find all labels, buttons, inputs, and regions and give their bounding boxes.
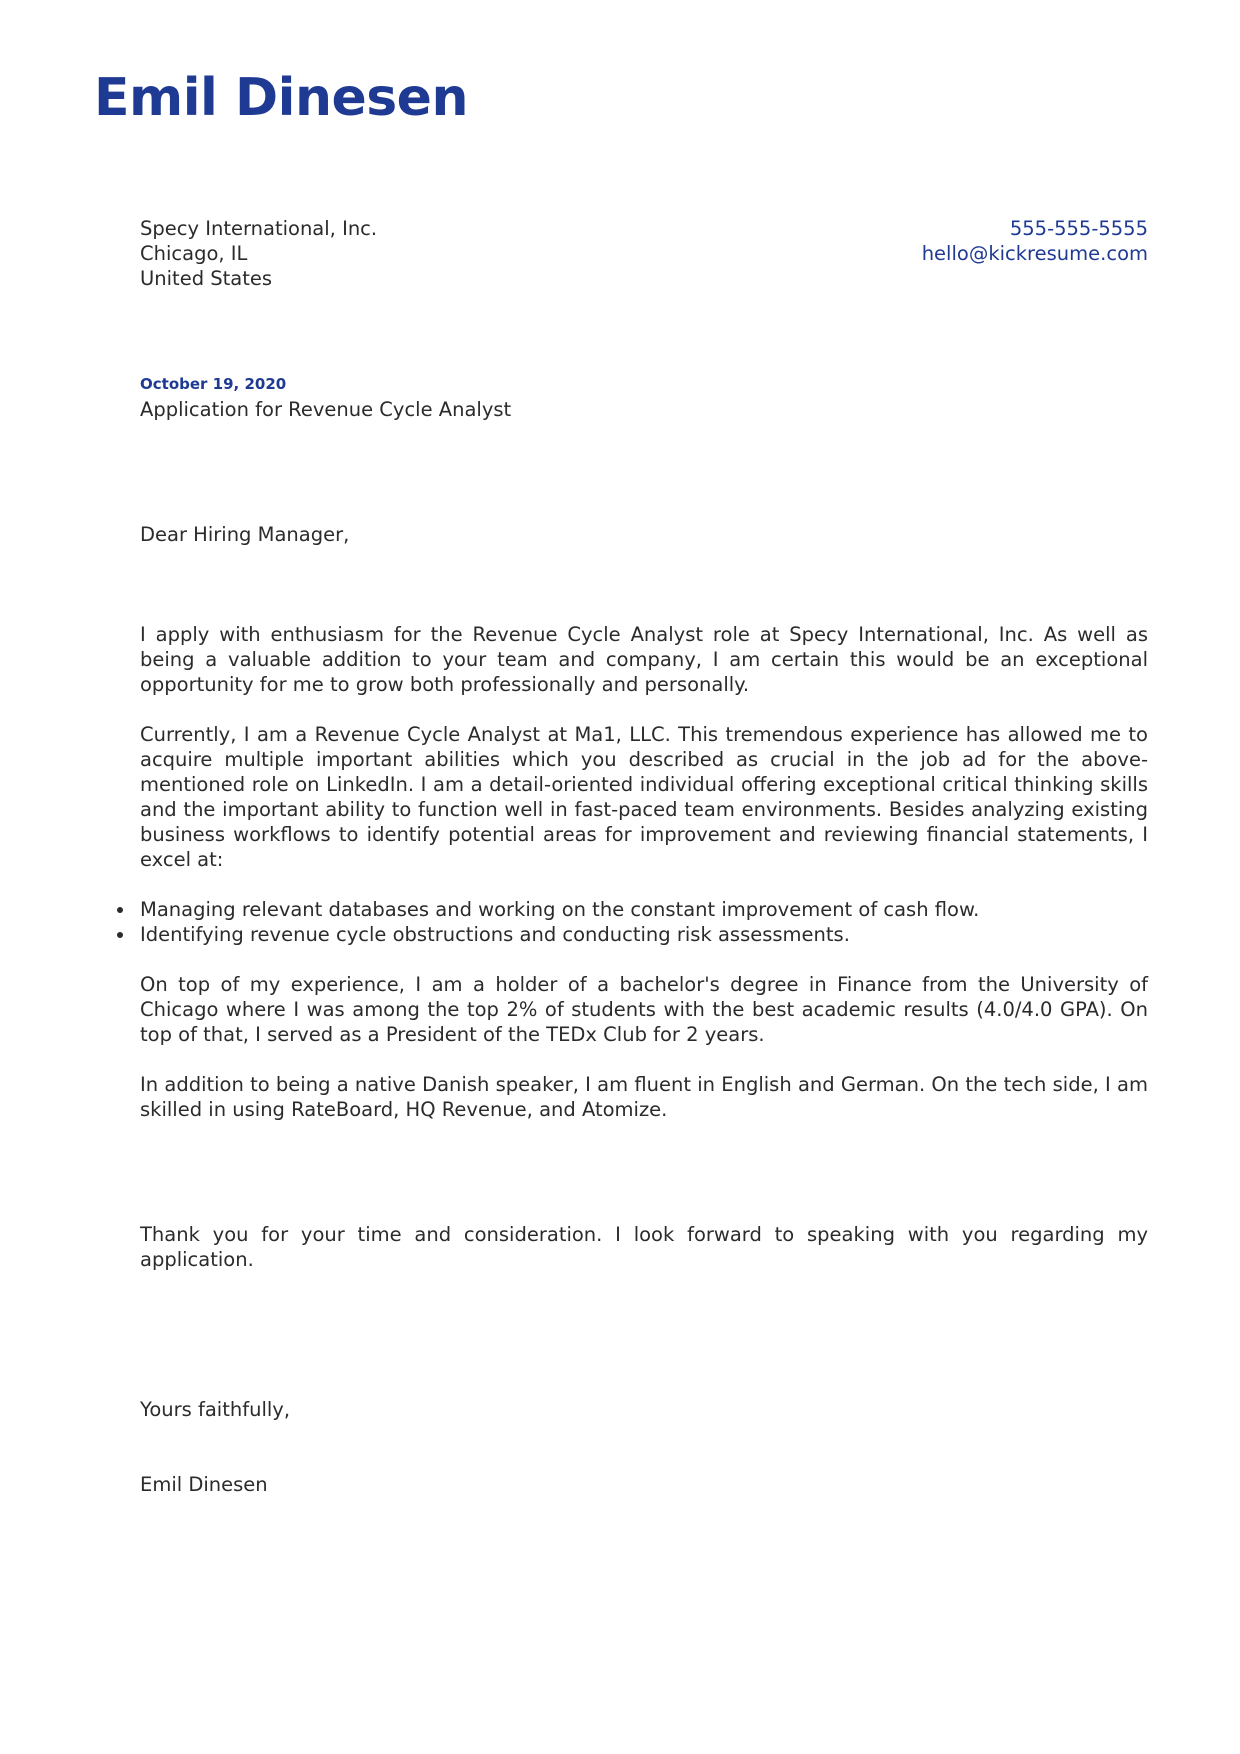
recipient-city: Chicago, IL	[140, 242, 248, 265]
letter-body	[140, 622, 1148, 1147]
sender-email: hello@kickresume.com	[921, 242, 1148, 265]
body-paragraph-intro: I apply with enthusiasm for the Revenue Cycle Analyst role at Specy International, Inc. As well as being a valuable addition to your team and company, I am certain this would be an exceptional opportunity for me to grow both professionally and personally.	[140, 623, 1148, 696]
recipient-country: United States	[140, 267, 273, 290]
recipient-company: Specy International, Inc.	[140, 217, 378, 240]
body-paragraph-experience: Currently, I am a Revenue Cycle Analyst at Ma1, LLC. This tremendous experience has allowed me to acquire multiple important abilities which you described as crucial in the job ad for the above-mentioned role on LinkedIn. I am a detail-oriented individual offering exceptional critical thinking skills and the important ability to function well in fast-paced team environments. Besides analyzing existing business workflows to identify potential areas for improvement and reviewing financial statements, I excel at:	[140, 723, 1148, 871]
salutation: Dear Hiring Manager,	[140, 523, 350, 546]
bullet-icon	[117, 907, 123, 913]
letter-subject: Application for Revenue Cycle Analyst	[140, 398, 512, 421]
signature-name: Emil Dinesen	[140, 1473, 268, 1496]
body-paragraph-languages: In addition to being a native Danish speaker, I am fluent in English and German. On the tech side, I am skilled in using RateBoard, HQ Revenue, and Atomize.	[140, 1073, 1148, 1121]
bullet-icon	[117, 932, 123, 938]
list-item	[140, 922, 1148, 947]
list-item	[140, 897, 1148, 922]
list-item-text: Identifying revenue cycle obstructions and conducting risk assessments.	[140, 923, 850, 946]
sender-name: Emil Dinesen	[94, 68, 468, 128]
body-paragraph-education: On top of my experience, I am a holder of a bachelor's degree in Finance from the University of Chicago where I was among the top 2% of students with the best academic results (4.0/4.0 GPA). On top of that, I served as a President of the TEDx Club for 2 years.	[140, 973, 1148, 1046]
list-item-text: Managing relevant databases and working on the constant improvement of cash flow.	[140, 898, 980, 921]
closing-paragraph: Thank you for your time and consideration. I look forward to speaking with you regarding my application.	[140, 1223, 1148, 1271]
sender-phone: 555-555-5555	[1009, 217, 1148, 240]
skills-list	[140, 897, 1148, 947]
signoff: Yours faithfully,	[140, 1398, 291, 1421]
recipient-address	[140, 216, 377, 291]
letter-date: October 19, 2020	[140, 375, 287, 393]
sender-contact	[922, 216, 1148, 266]
